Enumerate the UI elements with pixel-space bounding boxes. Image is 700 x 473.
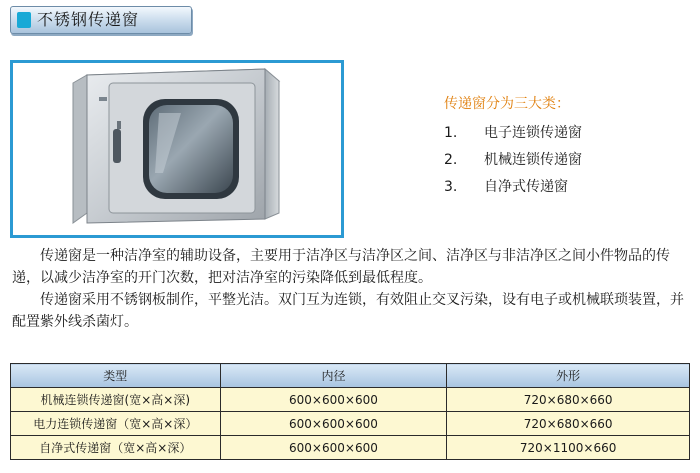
cell-outer-size: 720×1100×660 [447, 436, 690, 460]
cell-type: 自净式传递窗（宽×高×深） [11, 436, 221, 460]
table-row [11, 412, 690, 436]
type-number: 1. [444, 125, 458, 141]
cell-inner-size: 600×600×600 [220, 388, 447, 412]
description-paragraph: 传递窗是一种洁净室的辅助设备，主要用于洁净区与洁净区之间、洁净区与非洁净区之间小件物品的传递，以减少洁净室的开门次数，把对洁净室的污染降低到最低程度。 [12, 248, 670, 286]
description [12, 246, 690, 334]
header-inner-size: 内径 [220, 364, 447, 388]
type-item [444, 176, 674, 203]
table-row [11, 436, 690, 460]
product-photo-frame [10, 60, 344, 238]
type-label: 自净式传递窗 [484, 179, 568, 195]
types-heading: 传递窗分为三大类： [444, 96, 570, 112]
cell-outer-size: 720×680×660 [447, 388, 690, 412]
cell-inner-size: 600×600×600 [220, 412, 447, 436]
type-number: 3. [444, 179, 458, 195]
table-header-row [11, 364, 690, 388]
page-title: 不锈钢传递窗 [37, 10, 140, 29]
header-outer-size: 外形 [447, 364, 690, 388]
header-type: 类型 [11, 364, 221, 388]
type-label: 电子连锁传递窗 [484, 125, 582, 141]
description-paragraph: 传递窗采用不锈钢板制作，平整光洁。双门互为连锁，有效阻止交叉污染，设有电子或机械联琐装置，并配置紫外线杀菌灯。 [12, 292, 684, 330]
table-row [11, 388, 690, 412]
cell-type: 机械连锁传递窗(宽×高×深) [11, 388, 221, 412]
cell-outer-size: 720×680×660 [447, 412, 690, 436]
type-label: 机械连锁传递窗 [484, 152, 582, 168]
type-item [444, 122, 674, 149]
pass-box-illustration [13, 63, 341, 235]
pass-box-types [444, 92, 674, 203]
type-number: 2. [444, 152, 458, 168]
cell-type: 电力连锁传递窗（宽×高×深） [11, 412, 221, 436]
cell-inner-size: 600×600×600 [220, 436, 447, 460]
section-title-tab [10, 6, 192, 34]
spec-table [10, 363, 690, 460]
type-item [444, 149, 674, 176]
title-accent-mark [17, 12, 31, 28]
